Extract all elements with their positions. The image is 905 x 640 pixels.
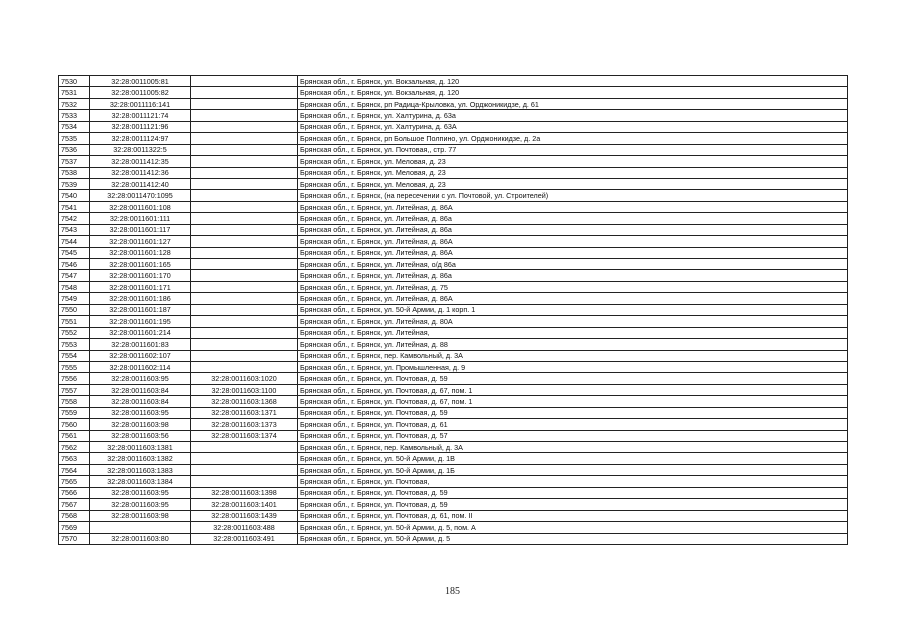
- row-number-cell: 7546: [59, 259, 90, 270]
- table-row: [59, 476, 848, 487]
- premises-cadastral-number-cell: 32:28:0011603:1373: [191, 419, 298, 430]
- address-cell: Брянская обл., г. Брянск, пер. Камвольный, д. 3А: [298, 442, 848, 453]
- premises-cadastral-number-cell: 32:28:0011603:1398: [191, 487, 298, 498]
- cadastral-number-cell: 32:28:0011601:108: [90, 201, 191, 212]
- address-cell: Брянская обл., г. Брянск, ул. Халтурина, д. 63а: [298, 110, 848, 121]
- row-number-cell: 7565: [59, 476, 90, 487]
- row-number-cell: 7530: [59, 76, 90, 87]
- address-cell: Брянская обл., г. Брянск, пер. Камвольный, д. 3А: [298, 350, 848, 361]
- address-cell: Брянская обл., г. Брянск, ул. Вокзальная, д. 120: [298, 87, 848, 98]
- cadastral-number-cell: 32:28:0011601:170: [90, 270, 191, 281]
- cadastral-number-cell: 32:28:0011603:84: [90, 396, 191, 407]
- premises-cadastral-number-cell: [191, 327, 298, 338]
- row-number-cell: 7551: [59, 316, 90, 327]
- premises-cadastral-number-cell: [191, 98, 298, 109]
- table-row: [59, 167, 848, 178]
- premises-cadastral-number-cell: 32:28:0011603:1374: [191, 430, 298, 441]
- cadastral-number-cell: 32:28:0011601:117: [90, 224, 191, 235]
- cadastral-number-cell: 32:28:0011412:40: [90, 178, 191, 189]
- address-cell: Брянская обл., г. Брянск, ул. Меловая, д. 23: [298, 178, 848, 189]
- premises-cadastral-number-cell: [191, 156, 298, 167]
- table-row: [59, 201, 848, 212]
- address-cell: Брянская обл., г. Брянск, ул. Почтовая,: [298, 476, 848, 487]
- cadastral-number-cell: 32:28:0011603:56: [90, 430, 191, 441]
- address-cell: Брянская обл., г. Брянск, ул. 50-й Армии, д. 5, пом. А: [298, 522, 848, 533]
- row-number-cell: 7547: [59, 270, 90, 281]
- premises-cadastral-number-cell: [191, 201, 298, 212]
- cadastral-number-cell: 32:28:0011603:98: [90, 510, 191, 521]
- address-cell: Брянская обл., г. Брянск, ул. 50-й Армии, д. 1В: [298, 453, 848, 464]
- table-row: [59, 316, 848, 327]
- table-row: [59, 259, 848, 270]
- address-cell: Брянская обл., г. Брянск, ул. Почтовая,, стр. 77: [298, 144, 848, 155]
- cadastral-number-cell: 32:28:0011603:1382: [90, 453, 191, 464]
- premises-cadastral-number-cell: [191, 133, 298, 144]
- premises-cadastral-number-cell: 32:28:0011603:1368: [191, 396, 298, 407]
- premises-cadastral-number-cell: [191, 213, 298, 224]
- table-row: [59, 430, 848, 441]
- address-cell: Брянская обл., г. Брянск, ул. Почтовая, д. 59: [298, 407, 848, 418]
- row-number-cell: 7555: [59, 361, 90, 372]
- premises-cadastral-number-cell: [191, 350, 298, 361]
- premises-cadastral-number-cell: [191, 259, 298, 270]
- row-number-cell: 7557: [59, 384, 90, 395]
- cadastral-number-cell: 32:28:0011601:187: [90, 304, 191, 315]
- cadastral-number-cell: 32:28:0011121:96: [90, 121, 191, 132]
- cadastral-number-cell: 32:28:0011601:83: [90, 339, 191, 350]
- table-row: [59, 442, 848, 453]
- address-cell: Брянская обл., г. Брянск, ул. 50-й Армии, д. 5: [298, 533, 848, 544]
- cadastral-number-cell: 32:28:0011603:95: [90, 407, 191, 418]
- row-number-cell: 7567: [59, 499, 90, 510]
- address-cell: Брянская обл., г. Брянск, ул. Литейная, д. 86А: [298, 247, 848, 258]
- row-number-cell: 7533: [59, 110, 90, 121]
- registry-table-body: [59, 76, 848, 545]
- premises-cadastral-number-cell: 32:28:0011603:1401: [191, 499, 298, 510]
- table-row: [59, 510, 848, 521]
- row-number-cell: 7566: [59, 487, 90, 498]
- table-row: [59, 121, 848, 132]
- address-cell: Брянская обл., г. Брянск, ул. Почтовая, д. 59: [298, 373, 848, 384]
- address-cell: Брянская обл., г. Брянск, ул. Почтовая, д. 61: [298, 419, 848, 430]
- premises-cadastral-number-cell: [191, 144, 298, 155]
- address-cell: Брянская обл., г. Брянск, ул. 50-й Армии, д. 1Б: [298, 464, 848, 475]
- address-cell: Брянская обл., г. Брянск, ул. Литейная, д. 80А: [298, 316, 848, 327]
- address-cell: Брянская обл., г. Брянск, ул. Литейная, д. 86а: [298, 270, 848, 281]
- address-cell: Брянская обл., г. Брянск, ул. Меловая, д. 23: [298, 167, 848, 178]
- row-number-cell: 7556: [59, 373, 90, 384]
- table-row: [59, 361, 848, 372]
- row-number-cell: 7536: [59, 144, 90, 155]
- address-cell: Брянская обл., г. Брянск, ул. Почтовая, д. 67, пом. 1: [298, 384, 848, 395]
- cadastral-number-cell: 32:28:0011602:107: [90, 350, 191, 361]
- row-number-cell: 7532: [59, 98, 90, 109]
- row-number-cell: 7549: [59, 293, 90, 304]
- address-cell: Брянская обл., г. Брянск, ул. Литейная, д. 86А: [298, 236, 848, 247]
- table-row: [59, 144, 848, 155]
- premises-cadastral-number-cell: [191, 453, 298, 464]
- row-number-cell: 7554: [59, 350, 90, 361]
- cadastral-number-cell: [90, 522, 191, 533]
- address-cell: Брянская обл., г. Брянск, ул. Почтовая, д. 57: [298, 430, 848, 441]
- row-number-cell: 7552: [59, 327, 90, 338]
- address-cell: Брянская обл., г. Брянск, рп Радица-Крыловка, ул. Орджоникидзе, д. 61: [298, 98, 848, 109]
- premises-cadastral-number-cell: [191, 178, 298, 189]
- cadastral-number-cell: 32:28:0011601:128: [90, 247, 191, 258]
- table-row: [59, 133, 848, 144]
- premises-cadastral-number-cell: [191, 76, 298, 87]
- premises-cadastral-number-cell: 32:28:0011603:1439: [191, 510, 298, 521]
- row-number-cell: 7559: [59, 407, 90, 418]
- address-cell: Брянская обл., г. Брянск, ул. Литейная, д. 75: [298, 281, 848, 292]
- table-row: [59, 281, 848, 292]
- table-row: [59, 464, 848, 475]
- premises-cadastral-number-cell: [191, 110, 298, 121]
- table-row: [59, 384, 848, 395]
- table-row: [59, 533, 848, 544]
- premises-cadastral-number-cell: [191, 339, 298, 350]
- cadastral-number-cell: 32:28:0011121:74: [90, 110, 191, 121]
- cadastral-number-cell: 32:28:0011412:35: [90, 156, 191, 167]
- table-row: [59, 419, 848, 430]
- property-registry-table: [58, 75, 848, 545]
- cadastral-number-cell: 32:28:0011124:97: [90, 133, 191, 144]
- table-row: [59, 213, 848, 224]
- table-row: [59, 499, 848, 510]
- row-number-cell: 7535: [59, 133, 90, 144]
- premises-cadastral-number-cell: [191, 442, 298, 453]
- address-cell: Брянская обл., г. Брянск, ул. Литейная, д. 88: [298, 339, 848, 350]
- table-row: [59, 339, 848, 350]
- address-cell: Брянская обл., г. Брянск, ул. Литейная, д. 86а: [298, 224, 848, 235]
- cadastral-number-cell: 32:28:0011603:95: [90, 373, 191, 384]
- premises-cadastral-number-cell: 32:28:0011603:1371: [191, 407, 298, 418]
- row-number-cell: 7563: [59, 453, 90, 464]
- row-number-cell: 7534: [59, 121, 90, 132]
- address-cell: Брянская обл., г. Брянск, ул. Халтурина, д. 63А: [298, 121, 848, 132]
- row-number-cell: 7544: [59, 236, 90, 247]
- table-row: [59, 178, 848, 189]
- premises-cadastral-number-cell: [191, 270, 298, 281]
- row-number-cell: 7539: [59, 178, 90, 189]
- address-cell: Брянская обл., г. Брянск, ул. Литейная, д. 86А: [298, 293, 848, 304]
- table-row: [59, 407, 848, 418]
- address-cell: Брянская обл., г. Брянск, ул. Литейная,: [298, 327, 848, 338]
- cadastral-number-cell: 32:28:0011603:95: [90, 487, 191, 498]
- address-cell: Брянская обл., г. Брянск, ул. Меловая, д. 23: [298, 156, 848, 167]
- premises-cadastral-number-cell: [191, 236, 298, 247]
- row-number-cell: 7562: [59, 442, 90, 453]
- cadastral-number-cell: 32:28:0011603:95: [90, 499, 191, 510]
- premises-cadastral-number-cell: 32:28:0011603:1100: [191, 384, 298, 395]
- cadastral-number-cell: 32:28:0011601:111: [90, 213, 191, 224]
- cadastral-number-cell: 32:28:0011601:195: [90, 316, 191, 327]
- premises-cadastral-number-cell: [191, 304, 298, 315]
- cadastral-number-cell: 32:28:0011601:171: [90, 281, 191, 292]
- row-number-cell: 7560: [59, 419, 90, 430]
- row-number-cell: 7538: [59, 167, 90, 178]
- cadastral-number-cell: 32:28:0011603:1383: [90, 464, 191, 475]
- cadastral-number-cell: 32:28:0011603:98: [90, 419, 191, 430]
- row-number-cell: 7543: [59, 224, 90, 235]
- row-number-cell: 7568: [59, 510, 90, 521]
- table-row: [59, 350, 848, 361]
- row-number-cell: 7537: [59, 156, 90, 167]
- table-row: [59, 190, 848, 201]
- table-row: [59, 87, 848, 98]
- premises-cadastral-number-cell: [191, 121, 298, 132]
- premises-cadastral-number-cell: [191, 293, 298, 304]
- cadastral-number-cell: 32:28:0011322:5: [90, 144, 191, 155]
- row-number-cell: 7569: [59, 522, 90, 533]
- table-row: [59, 487, 848, 498]
- cadastral-number-cell: 32:28:0011601:214: [90, 327, 191, 338]
- address-cell: Брянская обл., г. Брянск, (на пересечении с ул. Почтовой, ул. Строителей): [298, 190, 848, 201]
- address-cell: Брянская обл., г. Брянск, ул. Почтовая, д. 67, пом. 1: [298, 396, 848, 407]
- row-number-cell: 7545: [59, 247, 90, 258]
- cadastral-number-cell: 32:28:0011470:1095: [90, 190, 191, 201]
- page-number: 185: [445, 586, 460, 597]
- table-row: [59, 304, 848, 315]
- cadastral-number-cell: 32:28:0011601:165: [90, 259, 191, 270]
- premises-cadastral-number-cell: [191, 316, 298, 327]
- cadastral-number-cell: 32:28:0011005:81: [90, 76, 191, 87]
- cadastral-number-cell: 32:28:0011601:186: [90, 293, 191, 304]
- table-row: [59, 270, 848, 281]
- premises-cadastral-number-cell: [191, 361, 298, 372]
- cadastral-number-cell: 32:28:0011005:82: [90, 87, 191, 98]
- row-number-cell: 7550: [59, 304, 90, 315]
- row-number-cell: 7570: [59, 533, 90, 544]
- row-number-cell: 7564: [59, 464, 90, 475]
- table-row: [59, 373, 848, 384]
- row-number-cell: 7542: [59, 213, 90, 224]
- cadastral-number-cell: 32:28:0011603:1381: [90, 442, 191, 453]
- cadastral-number-cell: 32:28:0011603:1384: [90, 476, 191, 487]
- row-number-cell: 7531: [59, 87, 90, 98]
- premises-cadastral-number-cell: 32:28:0011603:491: [191, 533, 298, 544]
- address-cell: Брянская обл., г. Брянск, рп Большое Полпино, ул. Орджоникидзе, д. 2а: [298, 133, 848, 144]
- table-row: [59, 236, 848, 247]
- table-row: [59, 224, 848, 235]
- premises-cadastral-number-cell: [191, 476, 298, 487]
- table-row: [59, 156, 848, 167]
- table-row: [59, 293, 848, 304]
- cadastral-number-cell: 32:28:0011601:127: [90, 236, 191, 247]
- cadastral-number-cell: 32:28:0011602:114: [90, 361, 191, 372]
- row-number-cell: 7553: [59, 339, 90, 350]
- address-cell: Брянская обл., г. Брянск, ул. Почтовая, д. 59: [298, 487, 848, 498]
- address-cell: Брянская обл., г. Брянск, ул. Литейная, д. 86а: [298, 213, 848, 224]
- table-row: [59, 522, 848, 533]
- address-cell: Брянская обл., г. Брянск, ул. Промышленная, д. 9: [298, 361, 848, 372]
- row-number-cell: 7540: [59, 190, 90, 201]
- row-number-cell: 7548: [59, 281, 90, 292]
- cadastral-number-cell: 32:28:0011603:80: [90, 533, 191, 544]
- premises-cadastral-number-cell: 32:28:0011603:488: [191, 522, 298, 533]
- row-number-cell: 7561: [59, 430, 90, 441]
- premises-cadastral-number-cell: [191, 281, 298, 292]
- premises-cadastral-number-cell: [191, 464, 298, 475]
- table-row: [59, 76, 848, 87]
- premises-cadastral-number-cell: [191, 167, 298, 178]
- address-cell: Брянская обл., г. Брянск, ул. 50-й Армии, д. 1 корп. 1: [298, 304, 848, 315]
- table-row: [59, 453, 848, 464]
- table-row: [59, 110, 848, 121]
- row-number-cell: 7558: [59, 396, 90, 407]
- table-row: [59, 327, 848, 338]
- address-cell: Брянская обл., г. Брянск, ул. Почтовая, д. 59: [298, 499, 848, 510]
- premises-cadastral-number-cell: 32:28:0011603:1020: [191, 373, 298, 384]
- premises-cadastral-number-cell: [191, 224, 298, 235]
- address-cell: Брянская обл., г. Брянск, ул. Вокзальная, д. 120: [298, 76, 848, 87]
- cadastral-number-cell: 32:28:0011603:84: [90, 384, 191, 395]
- cadastral-number-cell: 32:28:0011116:141: [90, 98, 191, 109]
- table-row: [59, 98, 848, 109]
- table-row: [59, 247, 848, 258]
- premises-cadastral-number-cell: [191, 190, 298, 201]
- address-cell: Брянская обл., г. Брянск, ул. Почтовая, д. 61, пом. II: [298, 510, 848, 521]
- premises-cadastral-number-cell: [191, 247, 298, 258]
- address-cell: Брянская обл., г. Брянск, ул. Литейная, о/д 86а: [298, 259, 848, 270]
- table-row: [59, 396, 848, 407]
- cadastral-number-cell: 32:28:0011412:36: [90, 167, 191, 178]
- address-cell: Брянская обл., г. Брянск, ул. Литейная, д. 86А: [298, 201, 848, 212]
- row-number-cell: 7541: [59, 201, 90, 212]
- premises-cadastral-number-cell: [191, 87, 298, 98]
